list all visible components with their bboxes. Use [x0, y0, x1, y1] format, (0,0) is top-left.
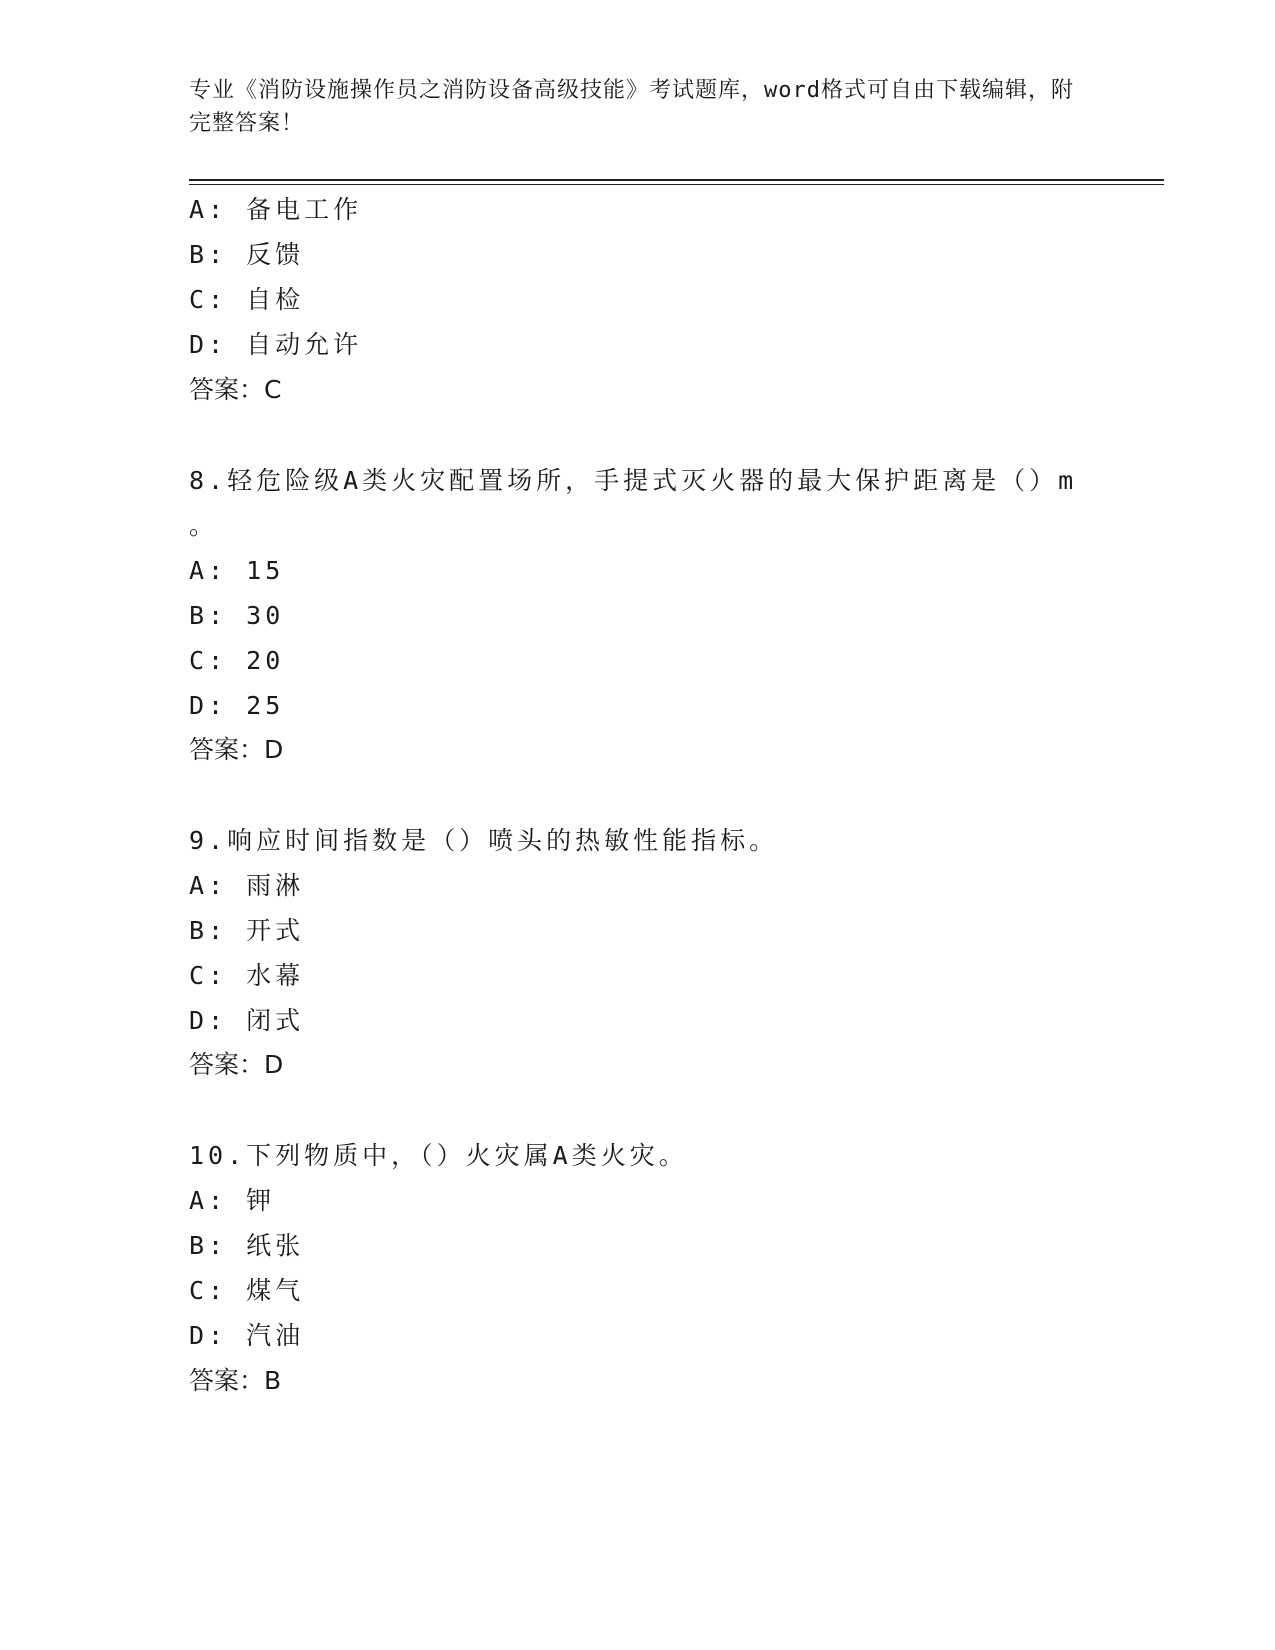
q9-option-a: A: 雨淋 — [189, 871, 305, 900]
q10-answer: 答案：B — [189, 1366, 282, 1395]
q9-option-d: D: 闭式 — [189, 1006, 305, 1035]
document-header: 专业《消防设施操作员之消防设备高级技能》考试题库，word格式可自由下载编辑，附完整答案！ — [189, 78, 1074, 136]
q8-stem: 8.轻危险级A类火灾配置场所，手提式灭火器的最大保护距离是（）m — [189, 466, 1078, 495]
q7-option-c: C: 自检 — [189, 285, 305, 314]
header-divider-top — [189, 179, 1164, 181]
q7-option-a: A: 备电工作 — [189, 195, 363, 224]
q8-stem-continuation: 。 — [189, 511, 219, 540]
q7-option-b: B: 反馈 — [189, 240, 305, 269]
q9-option-c: C: 水幕 — [189, 961, 305, 990]
q10-option-a: A: 钾 — [189, 1186, 276, 1215]
q10-stem: 10.下列物质中，（）火灾属A类火灾。 — [189, 1141, 688, 1170]
q10-option-d: D: 汽油 — [189, 1321, 305, 1350]
q7-option-d: D: 自动允许 — [189, 330, 363, 359]
q7-answer: 答案：C — [189, 375, 282, 404]
q8-option-a: A: 15 — [189, 556, 285, 585]
q10-option-b: B: 纸张 — [189, 1231, 305, 1260]
q8-option-d: D: 25 — [189, 691, 285, 720]
q9-option-b: B: 开式 — [189, 916, 305, 945]
q9-answer: 答案：D — [189, 1050, 284, 1079]
q10-option-c: C: 煤气 — [189, 1276, 305, 1305]
q8-answer: 答案：D — [189, 735, 284, 764]
q8-option-c: C: 20 — [189, 646, 285, 675]
header-divider-bottom — [189, 184, 1164, 185]
q8-option-b: B: 30 — [189, 601, 285, 630]
q9-stem: 9.响应时间指数是（）喷头的热敏性能指标。 — [189, 826, 779, 855]
